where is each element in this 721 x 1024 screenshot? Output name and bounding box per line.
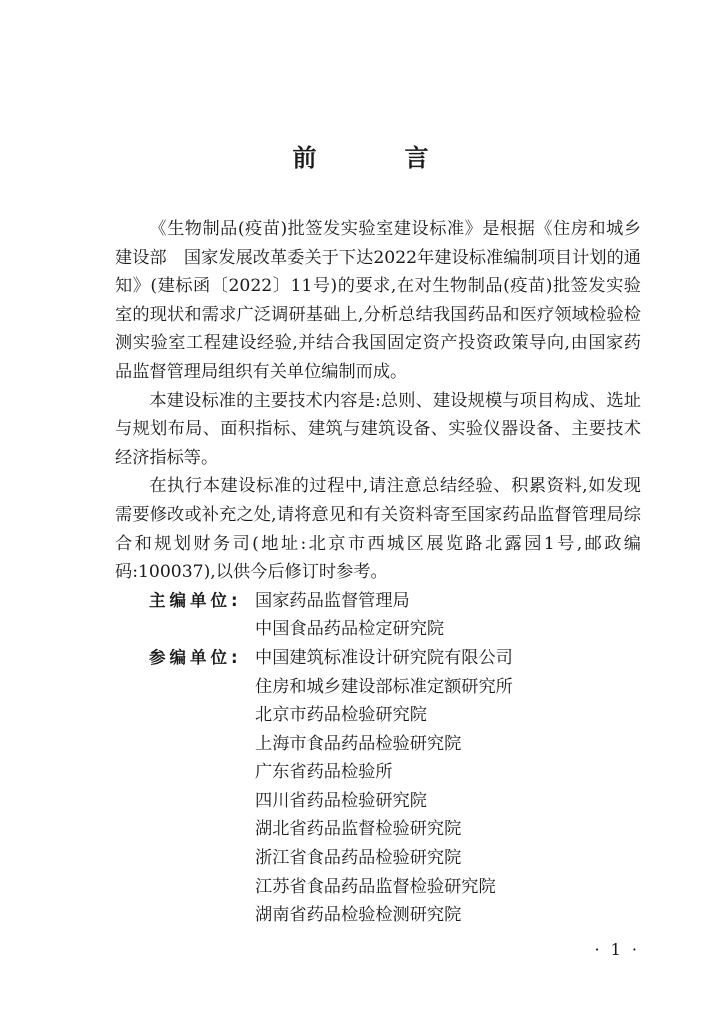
participating-units — [115, 644, 641, 930]
unit-item: 浙江省食品药品检验研究院 — [255, 848, 462, 869]
page-number: · 1 · — [594, 940, 640, 959]
unit-item: 中国建筑标准设计研究院有限公司 — [255, 647, 513, 668]
unit-item: 江苏省食品药品监督检验研究院 — [255, 876, 496, 897]
unit-item: 住房和城乡建设部标准定额研究所 — [255, 676, 513, 697]
participating-list — [255, 644, 641, 930]
unit-item: 广东省药品检验所 — [255, 762, 393, 783]
unit-item: 四川省药品检验研究院 — [255, 790, 427, 811]
chief-editor-label: 主编单位: — [149, 590, 242, 610]
unit-item: 中国食品药品检定研究院 — [255, 619, 445, 640]
document-body — [115, 215, 641, 930]
unit-item: 湖北省药品监督检验研究院 — [255, 819, 462, 840]
paragraph: 在执行本建设标准的过程中,请注意总结经验、积累资料,如发现需要修改或补充之处,请将意见和有关资料寄至国家药品监督管理局综合和规划财务司(地址:北京市西城区展览路北露园1号,邮政编码:100037),以供今后修订时参考。 — [115, 476, 641, 583]
unit-item: 国家药品监督管理局 — [255, 590, 410, 611]
unit-item: 北京市药品检验研究院 — [255, 705, 427, 726]
units-section — [115, 587, 641, 930]
participating-label: 参编单位: — [149, 647, 242, 667]
chief-editor-list — [255, 587, 641, 644]
chief-editor-units — [115, 587, 641, 644]
paragraph: 《生物制品(疫苗)批签发实验室建设标准》是根据《住房和城乡建设部 国家发展改革委关于下达2022年建设标准编制项目计划的通知》(建标函〔2022〕11号)的要求,在对生物制品(疫苗)批签发实验室的现状和需求广泛调研基础上,分析总结我国药品和医疗领域检验检测实验室工程建设经验,并结合我国固定资产投资政策导向,由国家药品监督管理局组织有关单位编制而成。 — [115, 219, 641, 382]
unit-item: 湖南省药品检验检测研究院 — [255, 905, 462, 926]
unit-item: 上海市食品药品检验研究院 — [255, 733, 462, 754]
paragraph: 本建设标准的主要技术内容是:总则、建设规模与项目构成、选址与规划布局、面积指标、建筑与建筑设备、实验仪器设备、主要技术经济指标等。 — [115, 390, 641, 468]
page-title: 前 言 — [292, 144, 461, 172]
